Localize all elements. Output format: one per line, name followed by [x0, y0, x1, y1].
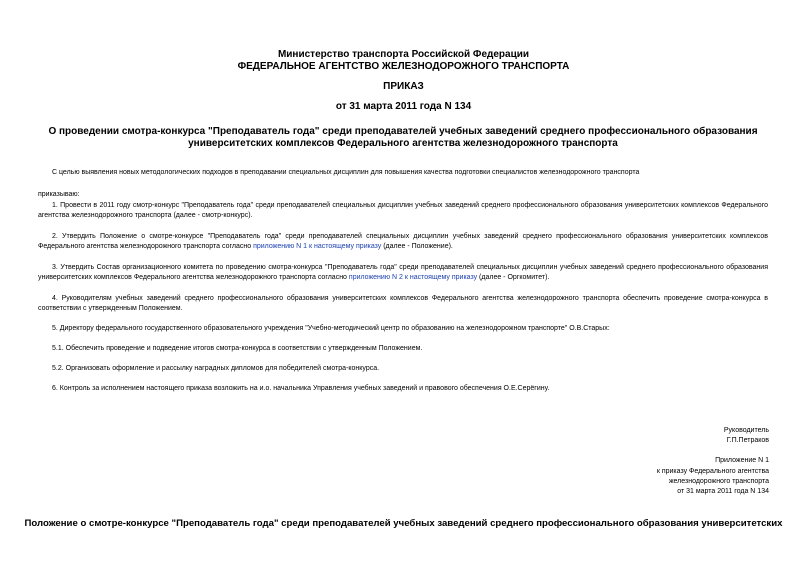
item-2: [38, 232, 768, 252]
appendix-line-2: к приказу Федерального агентства: [656, 468, 769, 475]
item-5: 5. Директору федерального государственного образовательного учреждения "Учебно-методический центр по образованию на железнодорожном транспорте" О.В.Старых:: [52, 325, 610, 332]
appendix-line-4: от 31 марта 2011 года N 134: [677, 488, 769, 495]
ministry-heading: Министерство транспорта Российской Федерации: [277, 49, 530, 60]
intro-paragraph: С целью выявления новых методологических подходов в преподавании специальных дисциплин для повышения качества подготовки специалистов железнодорожного транспорта: [52, 169, 640, 176]
item-2-text-a: 2. Утвердить Положение о смотре-конкурсе "Преподаватель года" среди преподавателей специальных дисциплин учебных заведений среднего профессионального образования университетских комплексов Федерального агентства железнодорожного транспорта согласно: [38, 233, 768, 250]
item-4: 4. Руководителям учебных заведений среднего профессионального образования университетских комплексов Федерального агентства железнодорожного транспорта обеспечить проведение смотра-конкурса в соответствии с утвержденным Положением.: [38, 295, 768, 312]
item-2-text-b: (далее - Положение).: [381, 243, 453, 250]
signature-role: Руководитель: [723, 427, 769, 434]
signature-name: Г.П.Петраков: [726, 437, 769, 444]
date-number-heading: от 31 марта 2011 года N 134: [335, 101, 472, 112]
agency-heading: ФЕДЕРАЛЬНОЕ АГЕНТСТВО ЖЕЛЕЗНОДОРОЖНОГО ТРАНСПОРТА: [237, 61, 570, 72]
item-5-1: 5.1. Обеспечить проведение и подведение итогов смотра-конкурса в соответствии с утвержденным Положением.: [52, 345, 423, 352]
item-6: 6. Контроль за исполнением настоящего приказа возложить на и.о. начальника Управления учебных заведений и правового обеспечения О.Е.Серёгину.: [52, 385, 550, 392]
item-3-text-b: (далее - Оргкомитет).: [477, 274, 550, 281]
item-1: 1. Провести в 2011 году смотр-конкурс "Преподаватель года" среди преподавателей специальных дисциплин учебных заведений среднего профессионального образования университетских комплексов Федерального агентства железнодорожного транспорта (далее - смотр-конкурс).: [38, 202, 768, 219]
appendix-line-3: железнодорожного транспорта: [668, 478, 769, 485]
item-3: [38, 263, 768, 283]
item-3-text-a: 3. Утвердить Состав организационного комитета по проведению смотра-конкурса "Преподаватель года" среди преподавателей специальных дисциплин учебных заведений среднего профессионального образования университетских комплексов Федерального агентства железнодорожного транспорта согласно: [38, 264, 768, 281]
doc-type-heading: ПРИКАЗ: [383, 81, 424, 92]
document-title: О проведении смотра-конкурса "Преподаватель года" среди преподавателей учебных заведений среднего профессионального образования университетских комплексов Федерального агентства железнодорожного транспорта: [48, 126, 758, 149]
appendix-line-1: Приложение N 1: [715, 457, 769, 464]
item-5-2: 5.2. Организовать оформление и рассылку наградных дипломов для победителей смотра-конкурса.: [52, 365, 380, 372]
appendix-1-link[interactable]: приложению N 1 к настоящему приказу: [253, 243, 382, 250]
appendix-2-link[interactable]: приложению N 2 к настоящему приказу: [348, 274, 478, 281]
appendix-title: Положение о смотре-конкурсе "Преподаватель года" среди преподавателей учебных заведений среднего профессионального образования университетских: [24, 518, 783, 529]
prikazyvayu-label: приказываю:: [38, 191, 80, 198]
